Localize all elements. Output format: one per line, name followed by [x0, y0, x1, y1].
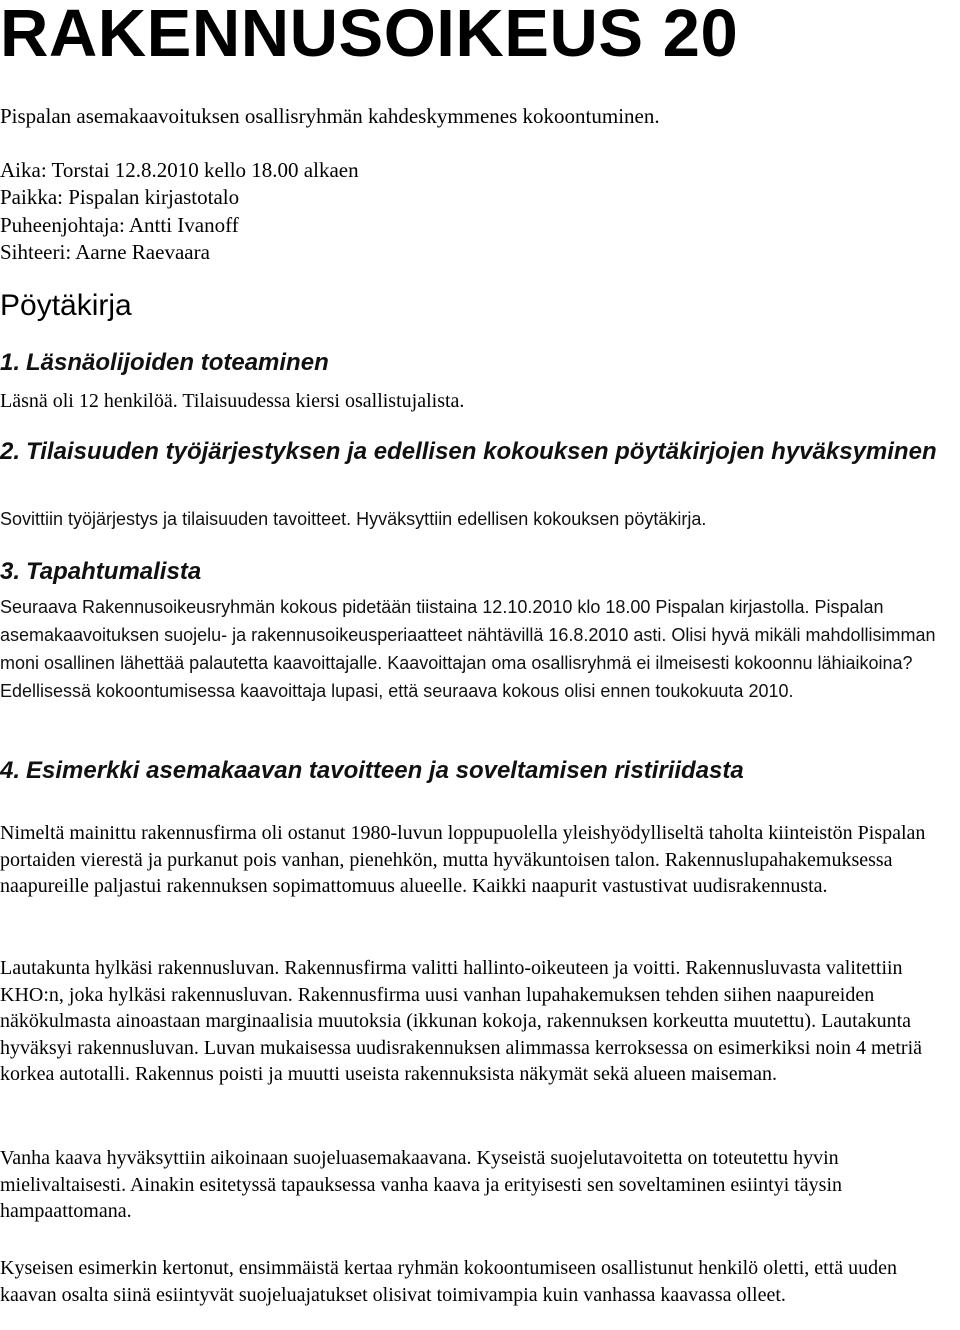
meta-paikka: Paikka: Pispalan kirjastotalo	[0, 185, 240, 209]
section-2-text: Sovittiin työjärjestys ja tilaisuuden tavoitteet. Hyväksyttiin edellisen kokouksen pöytäkirja.	[0, 509, 707, 529]
section-1-text: Läsnä oli 12 henkilöä. Tilaisuudessa kiersi osallistujalista.	[0, 390, 465, 412]
section-4-paragraph-4: Kyseisen esimerkin kertonut, ensimmäistä kertaa ryhmän kokoontumiseen osallistunut henkilö oletti, että uuden kaavan osalta siinä esiintyvät suojeluajatukset olisivat toimivampia kuin vanhassa kaavassa olleet.	[0, 1257, 898, 1306]
section-1-number: 1.	[0, 349, 21, 376]
meta-sihteeri: Sihteeri: Aarne Raevaara	[0, 240, 210, 264]
section-4-number: 4.	[0, 757, 21, 784]
section-3-heading	[0, 557, 201, 587]
section-3-number: 3.	[0, 558, 21, 585]
section-4-paragraph-1: Nimeltä mainittu rakennusfirma oli ostanut 1980-luvun loppupuolella yleishyödylliseltä taholta kiinteistön Pispalan portaiden vierestä ja purkanut pois vanhan, pienehkön, mutta hyväkuntoisen talon. Rakennuslupahakemuksessa naapureille paljastui rakennuksen sopimattomuus alueelle. Kaikki naapurit vastustivat uudisrakennusta.	[0, 822, 926, 897]
section-2-number: 2.	[0, 438, 21, 465]
intro-text: Pispalan asemakaavoituksen osallisryhmän kahdeskymmenes kokoontuminen.	[0, 104, 660, 128]
section-1-heading	[0, 348, 329, 378]
section-4-paragraph-3: Vanha kaava hyväksyttiin aikoinaan suojeluasemakaavana. Kyseistä suojelutavoitetta on toteutettu hyvin mielivaltaisesti. Ainakin esitetyssä tapauksessa vanha kaava ja erityisesti sen soveltaminen esiintyi täysin hampaattomana.	[0, 1147, 843, 1222]
section-2-heading	[0, 437, 958, 467]
meta-aika: Aika: Torstai 12.8.2010 kello 18.00 alkaen	[0, 158, 359, 182]
section-3-title: Tapahtumalista	[26, 558, 202, 585]
minutes-heading: Pöytäkirja	[0, 289, 132, 322]
section-4-paragraph-2: Lautakunta hylkäsi rakennusluvan. Rakennusfirma valitti hallinto-oikeuteen ja voitti. Rakennusluvasta valitettiin KHO:n, joka hylkäsi rakennusluvan. Rakennusfirma uusi vanhan lupahakemuksen tehden siihen naapureiden näkökulmasta ainoastaan marginaalisia muutoksia (ikkunan kokoja, rakennuksen korkeutta muutettu). Lautakunta hyväksyi rakennusluvan. Luvan mukaisessa uudisrakennuksen alimmassa kerroksessa on esimerkiksi noin 4 metriä korkea autotalli. Rakennus poisti ja muutti useista rakennuksista näkymät sekä alueen maiseman.	[0, 957, 923, 1085]
section-3-text: Seuraava Rakennusoikeusryhmän kokous pidetään tiistaina 12.10.2010 klo 18.00 Pispalan kirjastolla. Pispalan asemakaavoituksen suojelu- ja rakennusoikeusperiaatteet nähtävillä 16.8.2010 asti. Olisi hyvä mikäli mahdollisimman moni osallinen lähettää palautetta kaavoittajalle. Kaavoittajan oma osallisryhmä ei ilmeisesti kokoonnu lähiaikoina? Edellisessä kokoontumisessa kaavoittaja lupasi, että seuraava kokous olisi ennen toukokuuta 2010.	[0, 597, 936, 701]
section-1-title: Läsnäolijoiden toteaminen	[26, 349, 329, 376]
document-title: RAKENNUSOIKEUS 20	[0, 0, 739, 71]
section-2-title: Tilaisuuden työjärjestyksen ja edellisen kokouksen pöytäkirjojen hyväksyminen	[26, 438, 937, 465]
section-4-heading	[0, 756, 744, 786]
meta-puheenjohtaja: Puheenjohtaja: Antti Ivanoff	[0, 213, 239, 237]
section-4-title: Esimerkki asemakaavan tavoitteen ja soveltamisen ristiriidasta	[26, 757, 744, 784]
